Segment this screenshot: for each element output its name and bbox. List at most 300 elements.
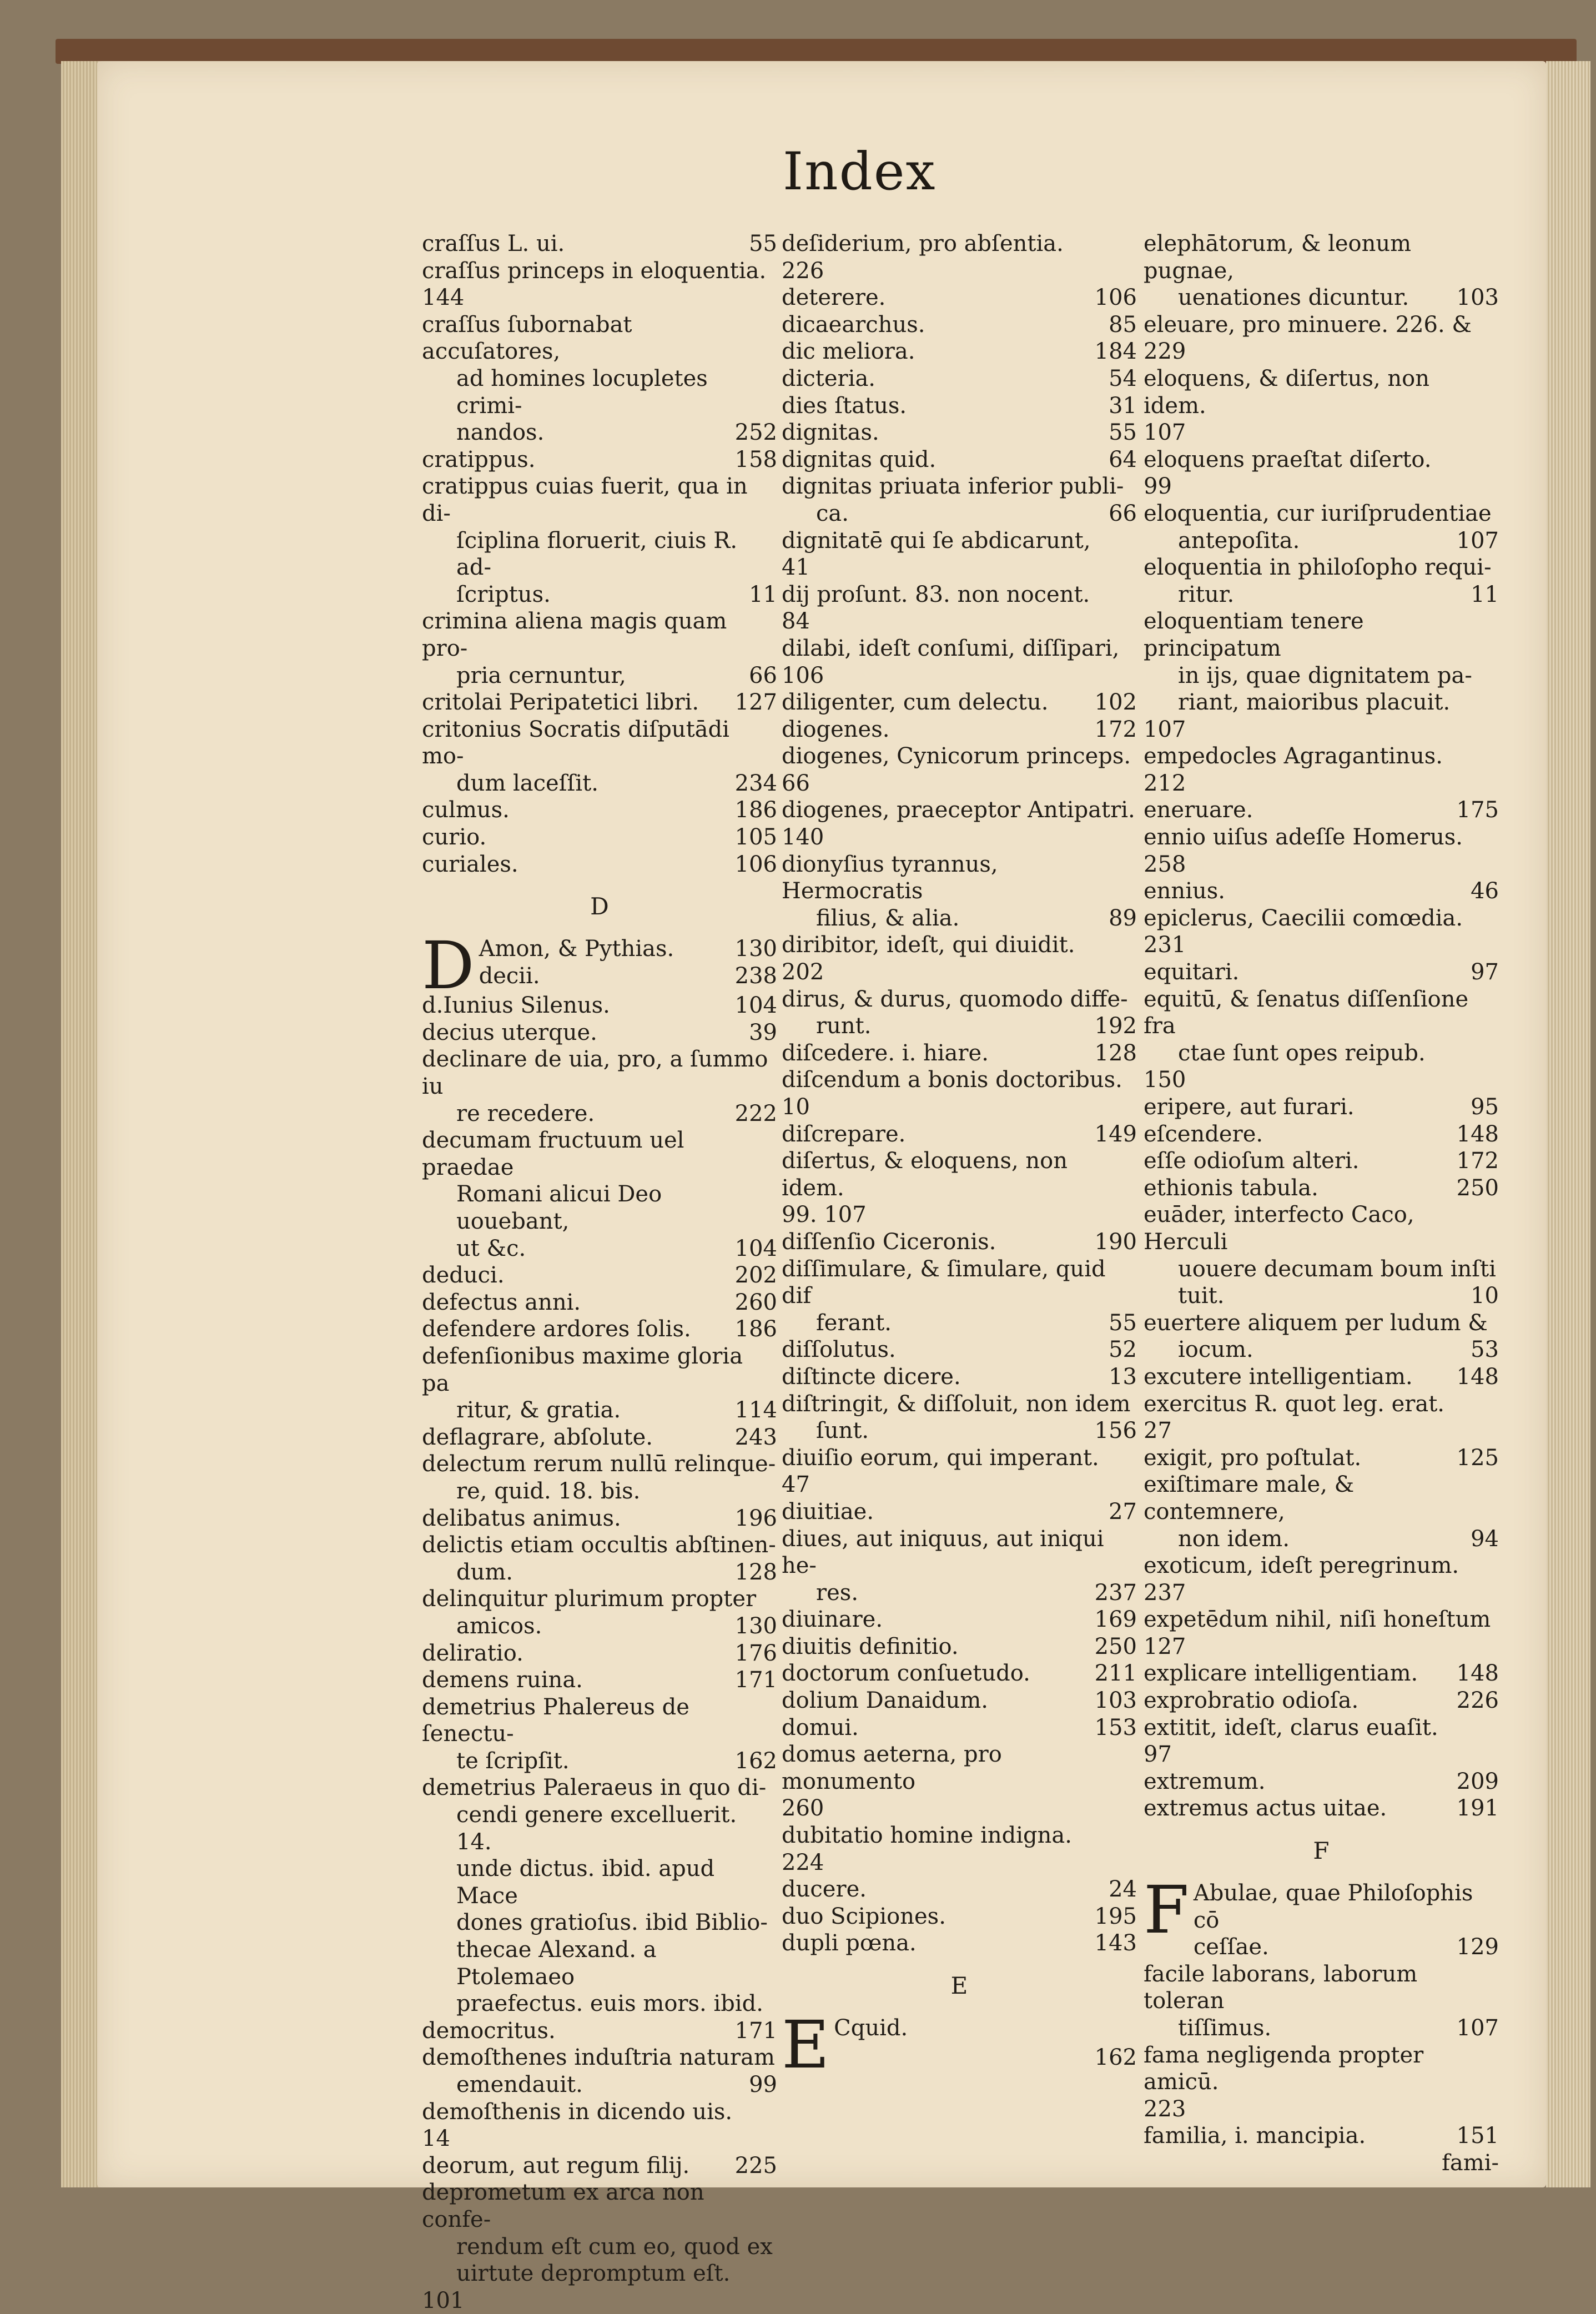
page-number: 225 — [734, 2152, 777, 2179]
page-number: 260 — [734, 1289, 777, 1315]
page-number: 162 — [1094, 2045, 1137, 2071]
index-entry — [422, 992, 777, 1019]
entry-text: ennio uiſus adeſſe Homerus. — [1144, 824, 1463, 851]
entry-text: diſcrepare. — [782, 1121, 906, 1147]
entry-text: eneruare. — [1144, 797, 1253, 823]
index-entry — [422, 824, 777, 851]
entry-text: 202 — [782, 959, 824, 985]
index-entry — [422, 473, 777, 608]
entry-text: deterere. — [782, 285, 886, 311]
entry-text: exoticum, ideſt peregrinum. — [1144, 1553, 1459, 1579]
page-number: 127 — [734, 690, 777, 716]
entry-text: diſcendum a bonis doctoribus. — [782, 1067, 1122, 1093]
entry-text: tuit. — [1178, 1283, 1225, 1309]
entry-text: eloquentiam tenere principatum — [1144, 608, 1364, 661]
index-entry — [422, 1262, 777, 1289]
entry-text: amicos. — [456, 1613, 542, 1639]
entry-text: ritur, & gratia. — [456, 1397, 621, 1423]
index-entry — [782, 635, 1137, 662]
entry-text: antepoſita. — [1178, 527, 1300, 554]
entry-text: demens ruina. — [422, 1667, 583, 1693]
entry-text: curio. — [422, 824, 487, 851]
index-entry — [422, 608, 777, 689]
entry-text: delibatus animus. — [422, 1505, 621, 1531]
entry-text: deliratio. — [422, 1640, 523, 1666]
index-entry — [1144, 986, 1499, 1067]
entry-text: eſſe odioſum alteri. — [1144, 1148, 1360, 1174]
page-number: 11 — [1471, 581, 1499, 607]
index-entry — [422, 1343, 777, 1424]
entry-text: epiclerus, Caecilii comœdia. — [1144, 905, 1463, 931]
index-entry — [1144, 500, 1499, 554]
entry-text: 229 — [1144, 339, 1186, 365]
index-entry — [1144, 1961, 1499, 2042]
page-number: 129 — [1456, 1934, 1499, 1960]
entry-text: duo Scipiones. — [782, 1903, 946, 1929]
entry-text: 140 — [782, 824, 824, 851]
index-entry — [422, 1774, 777, 2017]
entry-text: declinare de uia, pro, a ſummo iu — [422, 1047, 768, 1100]
page-number: 250 — [1094, 1633, 1137, 1659]
page-number: 149 — [1094, 1121, 1137, 1147]
index-entry — [1144, 878, 1499, 905]
index-entry — [422, 2044, 777, 2098]
index-entry — [1144, 1121, 1499, 1148]
page-number: 105 — [734, 824, 777, 851]
index-entry — [782, 1795, 1137, 1822]
section-letter: E — [950, 1972, 968, 1999]
index-entry — [422, 1127, 777, 1262]
index-entry — [782, 1903, 1137, 1930]
index-entry — [1144, 1872, 1499, 1961]
page-number: 107 — [1456, 2015, 1499, 2041]
page-number: 55 — [1109, 420, 1137, 446]
index-entry — [782, 959, 1137, 986]
page-number: 195 — [1094, 1903, 1137, 1929]
page-edges-left — [61, 61, 100, 2187]
entry-text: 41 — [782, 555, 810, 581]
index-entry — [782, 1606, 1137, 1633]
entry-text: diuitis definitio. — [782, 1633, 959, 1659]
entry-text: ſciplina floruerit, ciuis R. ad- — [456, 527, 738, 581]
index-entry — [422, 689, 777, 716]
entry-text: ad homines locupletes crimi- — [456, 365, 708, 419]
index-entry — [1144, 1579, 1499, 1607]
index-entry — [422, 284, 777, 311]
entry-text: deſiderium, pro abſentia. — [782, 231, 1064, 256]
index-entry — [1144, 554, 1499, 608]
entry-text: praefectus. euis mors. ibid. — [456, 1991, 763, 2017]
index-entry — [782, 230, 1137, 258]
entry-text: demetrius Paleraeus in quo di- — [422, 1775, 767, 1801]
entry-text: thecae Alexand. a Ptolemaeo — [456, 1937, 657, 1990]
entry-text: diribitor, ideſt, qui diuidit. — [782, 932, 1075, 958]
index-entry — [782, 1822, 1137, 1849]
index-entry — [782, 1876, 1137, 1903]
index-entry — [422, 2018, 777, 2045]
entry-text: diſſimulare, & ſimulare, quid dif — [782, 1256, 1106, 1309]
index-entry — [782, 689, 1137, 716]
page-number: 243 — [734, 1424, 777, 1450]
page-number: 158 — [734, 446, 777, 472]
entry-text: elephātorum, & leonum pugnae, — [1144, 231, 1412, 284]
page-number: 196 — [734, 1505, 777, 1531]
page-number: 237 — [1094, 1579, 1137, 1606]
page-number: 156 — [1094, 1418, 1137, 1444]
page-number: 190 — [1094, 1229, 1137, 1255]
index-entry — [1144, 851, 1499, 878]
entry-text: uouere decumam boum inſti — [1178, 1256, 1496, 1282]
entry-text: dic meliora. — [782, 339, 915, 365]
index-entry — [1144, 2122, 1499, 2150]
index-entry — [782, 743, 1137, 770]
index-entry — [1144, 1094, 1499, 1121]
entry-text: curiales. — [422, 851, 518, 877]
index-entry — [422, 230, 777, 258]
page-number: 66 — [1109, 500, 1137, 526]
entry-text: demetrius Phalereus de ſenectu- — [422, 1694, 689, 1747]
page-number: 176 — [734, 1640, 777, 1666]
index-entry — [422, 1019, 777, 1047]
index-entry — [422, 2099, 777, 2126]
entry-text: eſcendere. — [1144, 1121, 1263, 1147]
page-number: 94 — [1471, 1526, 1499, 1552]
entry-text: excutere intelligentiam. — [1144, 1364, 1413, 1390]
index-entry — [1144, 365, 1499, 419]
entry-text: domus aeterna, pro monumento — [782, 1742, 1002, 1794]
index-entry — [782, 1336, 1137, 1364]
entry-text: delinquitur plurimum propter — [422, 1586, 757, 1612]
index-entry — [782, 473, 1137, 527]
entry-text: diſtringit, & diſſoluit, non idem — [782, 1391, 1131, 1417]
index-entry — [422, 258, 777, 285]
entry-text: dionyſius tyrannus, Hermocratis — [782, 851, 998, 904]
entry-text: decii. 238 — [479, 963, 777, 989]
entry-text: critolai Peripatetici libri. — [422, 690, 699, 716]
page-number: 192 — [1094, 1013, 1137, 1039]
entry-text: domui. — [782, 1714, 859, 1740]
page-number: 27 — [1109, 1498, 1137, 1525]
index-entry — [782, 1067, 1137, 1094]
entry-text: pria cernuntur, — [456, 662, 626, 688]
page-number: 95 — [1471, 1094, 1499, 1120]
index-entry — [782, 1471, 1137, 1498]
page-number: 66 — [749, 662, 777, 688]
entry-text: diſſenſio Ciceronis. — [782, 1229, 996, 1255]
index-entry — [1144, 2096, 1499, 2123]
page-number: 226 — [1456, 1688, 1499, 1714]
entry-text: 107 — [1144, 716, 1186, 742]
page-number: 238 — [734, 963, 777, 989]
index-entry — [422, 446, 777, 474]
entry-text: Amon, & Pythias. 130 — [479, 936, 777, 962]
index-entry — [422, 927, 777, 1004]
index-entry — [782, 1229, 1137, 1256]
entry-text: diſtincte dicere. — [782, 1364, 961, 1390]
index-entry — [782, 1849, 1137, 1877]
entry-text: cendi genere excelluerit. 14. — [456, 1802, 737, 1855]
entry-text: 10 — [782, 1094, 810, 1120]
entry-text: diuinare. — [782, 1607, 883, 1633]
index-entry — [422, 2152, 777, 2180]
entry-text: Abulae, quae Philoſophis cō — [1193, 1880, 1473, 1933]
entry-text: expetēdum nihil, niſi honeſtum — [1144, 1607, 1491, 1633]
entry-text: extremus actus uitae. — [1144, 1795, 1387, 1822]
entry-text: Cquid. — [834, 2015, 908, 2041]
entry-text: familia, i. mancipia. — [1144, 2123, 1366, 2149]
index-entry — [782, 797, 1137, 824]
page-edges-right — [1546, 61, 1590, 2187]
index-entry — [1144, 1606, 1499, 1633]
index-entry — [782, 1445, 1137, 1472]
index-entry — [782, 851, 1137, 932]
initial-capital: E — [782, 2006, 830, 2083]
index-entry — [782, 338, 1137, 365]
entry-text: 14 — [422, 2126, 450, 2152]
page-number: 103 — [1456, 285, 1499, 311]
index-entry — [782, 554, 1137, 581]
book-top-edge — [56, 39, 1577, 64]
entry-text: defectus anni. — [422, 1289, 581, 1315]
entry-text: riant, maioribus placuit. — [1178, 690, 1451, 716]
index-entry — [1144, 1687, 1499, 1714]
index-entry — [1144, 311, 1499, 339]
index-entry — [1144, 2042, 1499, 2096]
entry-text: 127 — [1144, 1633, 1186, 1659]
index-entry — [1144, 1364, 1499, 1391]
index-entry — [782, 1498, 1137, 1526]
entry-text: fama negligenda propter amicū. — [1144, 2042, 1424, 2095]
page-number: 97 — [1471, 959, 1499, 985]
index-entry — [422, 851, 777, 878]
index-entry — [1144, 824, 1499, 851]
entry-text: doctorum conſuetudo. — [782, 1661, 1030, 1687]
index-entry — [1144, 1310, 1499, 1364]
entry-text: ut &c. — [456, 1235, 526, 1261]
entry-text: explicare intelligentiam. — [1144, 1661, 1418, 1687]
entry-text: dirus, & durus, quomodo diffe- — [782, 986, 1128, 1012]
page-number: 13 — [1109, 1364, 1137, 1390]
index-entry — [1144, 905, 1499, 932]
index-entry — [422, 2179, 777, 2287]
entry-text: tiſſimus. — [1178, 2015, 1272, 2041]
index-entry — [422, 1667, 777, 1694]
entry-text: dignitas. — [782, 420, 879, 446]
page-number: 234 — [734, 770, 777, 796]
index-entry — [782, 1660, 1137, 1687]
page-number: 103 — [1094, 1688, 1137, 1714]
index-entry — [422, 2125, 777, 2152]
entry-text: empedocles Agragantinus. — [1144, 743, 1443, 769]
entry-text: diues, aut iniquus, aut iniqui he- — [782, 1526, 1104, 1579]
page-number: 252 — [734, 420, 777, 446]
index-entry — [422, 311, 777, 446]
index-entry — [1144, 932, 1499, 959]
page-number: 148 — [1456, 1661, 1499, 1687]
entry-text: decius uterque. — [422, 1019, 597, 1045]
index-entry — [1144, 473, 1499, 500]
page-number: 46 — [1471, 878, 1499, 904]
entry-text: ſunt. — [816, 1418, 869, 1444]
entry-text: 258 — [1144, 851, 1186, 877]
page-number: 102 — [1094, 690, 1137, 716]
entry-text: 150 — [1144, 1067, 1186, 1093]
index-column-2 — [782, 230, 1137, 2083]
entry-text: eloquens praeſtat diſerto. — [1144, 446, 1432, 472]
page-number: 143 — [1094, 1930, 1137, 1956]
entry-text: dilabi, ideſt conſumi, diſſipari, — [782, 635, 1120, 661]
entry-text: diſertus, & eloquens, non idem. — [782, 1148, 1068, 1201]
index-entry — [1144, 797, 1499, 824]
index-entry — [422, 1451, 777, 1505]
entry-text: dignitas priuata inferior publi- — [782, 474, 1124, 500]
entry-text: 212 — [1144, 770, 1186, 796]
index-entry — [782, 1148, 1137, 1201]
page-number: 153 — [1094, 1714, 1137, 1740]
entry-text: ritur. — [1178, 581, 1235, 607]
entry-text: eloquentia in philoſopho requi- — [1144, 555, 1492, 581]
entry-text: nandos. — [456, 420, 545, 446]
page-number: 64 — [1109, 446, 1137, 472]
page-number: 148 — [1456, 1121, 1499, 1147]
entry-text: 99. 107 — [782, 1202, 867, 1228]
page-number: 186 — [734, 1316, 777, 1342]
entry-text: culmus. — [422, 797, 510, 823]
entry-text: ctae ſunt opes reipub. — [1178, 1040, 1426, 1066]
page-number: 172 — [1094, 716, 1137, 742]
entry-text: dicteria. — [782, 365, 876, 391]
index-entry — [782, 608, 1137, 635]
entry-text: delectum rerum nullū relinque- — [422, 1451, 776, 1477]
entry-text: diogenes, Cynicorum princeps. — [782, 743, 1131, 769]
entry-text: 224 — [782, 1849, 824, 1875]
entry-text: ducere. — [782, 1877, 867, 1903]
index-entry — [782, 1364, 1137, 1391]
entry-text: diuitiae. — [782, 1498, 874, 1525]
index-entry — [782, 419, 1137, 446]
entry-text: 97 — [1144, 1742, 1172, 1768]
entry-text: craſſus princeps in eloquentia. — [422, 258, 767, 284]
catchword: fami- — [1442, 2150, 1499, 2176]
entry-text: deprometum ex arca non confe- — [422, 2180, 704, 2232]
page-number: 171 — [734, 1667, 777, 1693]
entry-text: extremum. — [1144, 1768, 1266, 1794]
entry-text: defendere ardores ſolis. — [422, 1316, 691, 1342]
entry-text: 66 — [782, 770, 810, 796]
index-entry — [422, 1532, 777, 1586]
index-entry — [782, 1391, 1137, 1445]
entry-text: demoſthenes induſtria naturam — [422, 2045, 775, 2071]
index-entry — [422, 1505, 777, 1532]
index-entry — [782, 932, 1137, 959]
index-entry — [782, 1714, 1137, 1742]
entry-text: deflagrare, abſolute. — [422, 1424, 653, 1450]
page-number: 52 — [1109, 1337, 1137, 1363]
entry-text: demoſthenis in dicendo uis. — [422, 2099, 733, 2125]
page-number: 211 — [1094, 1661, 1137, 1687]
index-entry — [782, 446, 1137, 474]
index-entry — [1144, 1633, 1499, 1661]
entry-text: dupli pœna. — [782, 1930, 917, 1956]
entry-text: 223 — [1144, 2096, 1186, 2122]
index-entry — [782, 258, 1137, 285]
index-entry — [1144, 1417, 1499, 1445]
entry-text: dubitatio homine indigna. — [782, 1823, 1072, 1849]
entry-text: 27 — [1144, 1418, 1172, 1444]
entry-text: dies ſtatus. — [782, 393, 907, 419]
index-entry — [422, 1640, 777, 1667]
entry-text: uirtute depromptum eſt. — [456, 2261, 731, 2287]
entry-text: 237 — [1144, 1579, 1186, 1606]
index-entry — [782, 527, 1137, 555]
page-number: 202 — [734, 1262, 777, 1289]
page-number: 169 — [1094, 1607, 1137, 1633]
index-entry — [1144, 1148, 1499, 1175]
entry-text: te ſcripſit. — [456, 1748, 570, 1774]
index-entry — [782, 1094, 1137, 1121]
index-entry — [1144, 1795, 1499, 1822]
page-number: 222 — [734, 1100, 777, 1126]
entry-text: euertere aliquem per ludum & — [1144, 1310, 1488, 1336]
index-entry — [782, 824, 1137, 851]
page-number: 53 — [1471, 1337, 1499, 1363]
entry-text: 260 — [782, 1795, 824, 1822]
entry-text: runt. — [816, 1013, 872, 1039]
index-entry — [422, 1046, 777, 1127]
page-number: 10 — [1471, 1283, 1499, 1309]
page-number: 148 — [1456, 1364, 1499, 1390]
page-number: 128 — [734, 1559, 777, 1585]
entry-text: diſcedere. i. hiare. — [782, 1040, 989, 1066]
page-number: 171 — [734, 2018, 777, 2044]
entry-text: non idem. — [1178, 1526, 1290, 1552]
index-entry — [782, 1930, 1137, 1957]
index-entry — [422, 1694, 777, 1775]
index-entry — [1144, 1471, 1499, 1552]
entry-text: exprobratio odioſa. — [1144, 1688, 1359, 1714]
index-entry — [782, 1526, 1137, 1607]
initial-capital: F — [1144, 1872, 1189, 1949]
entry-text: deduci. — [422, 1262, 505, 1289]
entry-text: eripere, aut furari. — [1144, 1094, 1355, 1120]
page-number: 55 — [1109, 1310, 1137, 1336]
index-entry — [1144, 1391, 1499, 1418]
entry-text: dum. — [456, 1559, 513, 1585]
entry-text: equitari. — [1144, 959, 1240, 985]
entry-text: craſſus ſubornabat accuſatores, — [422, 311, 632, 365]
entry-text: 107 — [1144, 420, 1186, 446]
entry-text: decumam fructuum uel praedae — [422, 1128, 684, 1180]
index-entry — [782, 284, 1137, 311]
entry-text: 84 — [782, 608, 810, 635]
index-entry — [782, 1121, 1137, 1148]
page-number: 162 — [734, 1748, 777, 1774]
page-number: 107 — [1456, 527, 1499, 554]
index-entry — [1144, 743, 1499, 770]
index-entry — [782, 393, 1137, 420]
entry-text: dignitatē qui ſe abdicarunt, — [782, 527, 1091, 554]
entry-text: dicaearchus. — [782, 311, 925, 338]
page-number: 250 — [1456, 1175, 1499, 1201]
index-entry — [1144, 770, 1499, 797]
entry-text: re, quid. 18. bis. — [456, 1478, 641, 1504]
index-entry — [782, 770, 1137, 797]
index-entry — [1144, 1768, 1499, 1795]
entry-text: emendauit. — [456, 2072, 583, 2097]
page-number: 172 — [1456, 1148, 1499, 1174]
entry-text: cratippus cuias fuerit, qua in di- — [422, 474, 748, 526]
entry-text: 99 — [1144, 474, 1172, 500]
